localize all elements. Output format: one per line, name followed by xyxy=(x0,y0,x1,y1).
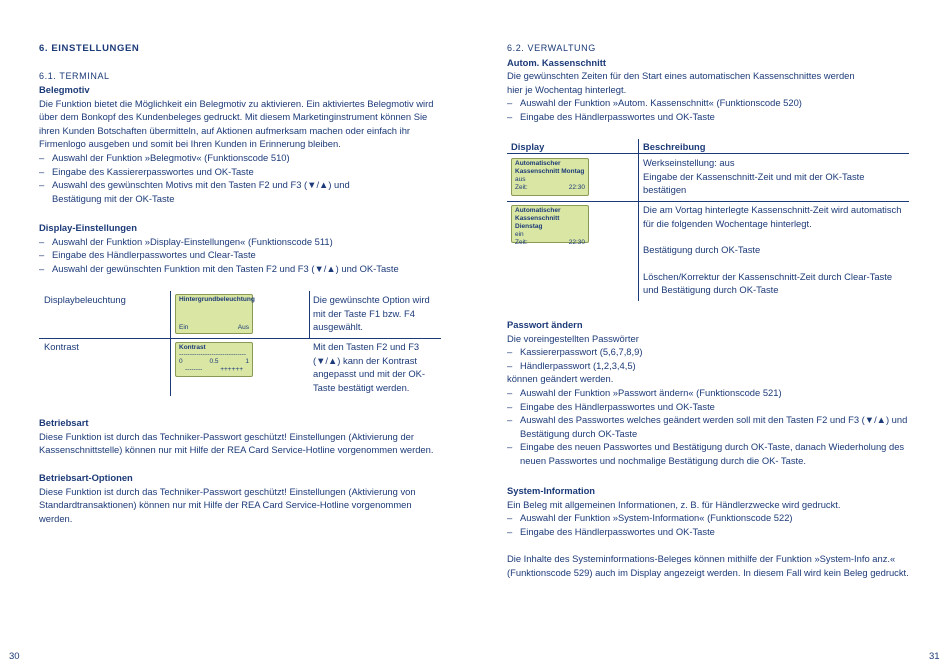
passwort-block xyxy=(507,318,912,468)
subsection-title-verwaltung: 6.2. VERWALTUNG xyxy=(507,43,596,53)
system-info-heading: System-Information xyxy=(507,485,596,496)
lcd-title: Hintergrundbeleuchtung xyxy=(179,296,255,303)
betriebsart-optionen-block xyxy=(39,471,444,525)
subsection-title-terminal: 6.1. TERMINAL xyxy=(39,71,110,81)
desc-line: Werkseinstellung: aus xyxy=(643,157,735,168)
passwort-list xyxy=(507,345,912,372)
kassenschnitt-block xyxy=(507,42,912,124)
betriebsart-optionen-text: Diese Funktion ist durch das Techniker-Passwort geschützt! Einstellungen (Aktivierung von Standardtransaktionen) können nur mit Hilfe der REA Card Service-Hotline vorgenommen werden. xyxy=(39,485,416,524)
lcd-kassenschnitt-dienstag xyxy=(511,205,589,246)
desc-line: Löschen/Korrektur der Kassenschnitt-Zeit durch Clear-Taste und Bestätigung durch OK-Taste xyxy=(643,270,893,296)
row-desc-montag xyxy=(643,156,909,197)
passwort-steps xyxy=(507,386,912,468)
lcd-line: Kassenschnitt Montag xyxy=(515,168,585,175)
lcd-option-ein: Ein xyxy=(179,324,189,331)
column-header-display: Display xyxy=(511,141,545,152)
belegmotiv-block xyxy=(39,83,441,205)
system-info-text: Ein Beleg mit allgemeinen Informationen, z. B. für Händlerzwecke wird gedruckt. xyxy=(507,498,841,510)
lcd-scale-mid: 0.5 xyxy=(209,358,219,365)
belegmotiv-heading: Belegmotiv xyxy=(39,84,90,95)
betriebsart-text: Diese Funktion ist durch das Techniker-Passwort geschützt! Einstellungen (Aktivierung der Kassenschnittstelle) können nur mit Hilfe der REA Card Service-Hotline vorgenommen werden. xyxy=(39,430,434,456)
kassenschnitt-steps xyxy=(507,96,912,123)
list-item: – Auswahl der Funktion »Display-Einstellungen« (Funktionscode 511) xyxy=(39,235,441,249)
betriebsart-block xyxy=(39,416,444,457)
kassenschnitt-text: Die gewünschten Zeiten für den Start eines automatischen Kassenschnittes werden hier je Wochentag hinterlegt. xyxy=(507,70,855,95)
row-label-displaybeleuchtung: Displaybeleuchtung xyxy=(44,294,126,305)
list-item: – Auswahl des Passwortes welches geändert werden soll mit den Tasten F2 und F3 (▼/▲) und Bestätigung durch OK-Taste xyxy=(507,413,912,440)
desc-line: Die am Vortag hinterlegte Kassenschnitt-Zeit wird automatisch für die folgenden Wochentage hinterlegt. xyxy=(643,204,902,229)
page-number-left: 30 xyxy=(9,651,20,662)
list-item: – Auswahl der Funktion »System-Information« (Funktionscode 522) xyxy=(507,511,912,525)
list-item: – Auswahl der gewünschten Funktion mit den Tasten F2 und F3 (▼/▲) und OK-Taste xyxy=(39,262,441,276)
passwort-intro: Die voreingestellten Passwörter xyxy=(507,332,639,344)
lcd-line: Kassenschnitt Dienstag xyxy=(515,215,560,230)
list-item: – Händlerpasswort (1,2,3,4,5) xyxy=(507,359,912,373)
lcd-status: aus xyxy=(515,176,526,183)
row-desc-displaybeleuchtung: Die gewünschte Option wird mit der Taste F1 bzw. F4 ausgewählt. xyxy=(313,294,430,333)
list-item: – Kassiererpasswort (5,6,7,8,9) xyxy=(507,345,912,359)
belegmotiv-text: Die Funktion bietet die Möglichkeit ein Belegmotiv zu aktivieren. Ein aktiviertes Belegmotiv wird über dem Bonkopf des Kundenbeleges gedruckt. Mit diesem Marketinginstrument können Sie ihren Kunden Botschaften übermitteln, auf Aktionen aufmerksam machen oder einfach ihr Firmenlogo ausgeben und somit bei Ihren Kunden in Erinnerung bleiben. xyxy=(39,97,434,150)
list-item: – Auswahl der Funktion »Belegmotiv« (Funktionscode 510) xyxy=(39,151,441,165)
passwort-mid: können geändert werden. xyxy=(507,373,614,385)
lcd-display-contrast xyxy=(175,342,253,377)
display-einstellungen-steps xyxy=(39,235,441,276)
lcd-time: 22:30 xyxy=(568,184,585,191)
page-number-right: 31 xyxy=(929,651,940,662)
row-label-kontrast: Kontrast xyxy=(44,341,79,352)
system-info-footer: Die Inhalte des Systeminformations-Beleges können mithilfe der Funktion »System-Info anz.« (Funktionscode 529) auch im Display angezeigt werden. In diesem Fall wird kein Beleg gedruckt. xyxy=(507,553,909,578)
lcd-dash-line: ------------------------------- xyxy=(179,352,247,358)
display-einstellungen-block xyxy=(39,221,441,275)
table-divider xyxy=(638,139,639,301)
lcd-zeit-label: Zeit: xyxy=(515,239,528,246)
row-desc-kontrast: Mit den Tasten F2 und F3 (▼/▲) kann der Kontrast angepasst und mit der OK-Taste bestätigt werden. xyxy=(313,341,426,393)
list-item: – Eingabe des Händlerpasswortes und OK-Taste xyxy=(507,400,912,414)
list-item: – Eingabe des Händlerpasswortes und OK-Taste xyxy=(507,525,912,539)
lcd-zeit-label: Zeit: xyxy=(515,184,528,191)
lcd-status: ein xyxy=(515,231,524,238)
kassenschnitt-heading: Autom. Kassenschnitt xyxy=(507,56,606,68)
row-desc-dienstag xyxy=(643,203,909,297)
lcd-line: Automatischer xyxy=(515,160,561,167)
lcd-scale-right: 1 xyxy=(245,358,249,365)
belegmotiv-steps xyxy=(39,151,441,205)
list-item: – Auswahl der Funktion »Passwort ändern« (Funktionscode 521) xyxy=(507,386,912,400)
list-item: – Eingabe des Händlerpasswortes und Clear-Taste xyxy=(39,248,441,262)
table-divider xyxy=(170,291,171,396)
list-item: – Auswahl der Funktion »Autom. Kassenschnitt« (Funktionscode 520) xyxy=(507,96,912,110)
lcd-display-backlight xyxy=(175,294,253,334)
list-item: – Eingabe des Kassiererpasswortes und OK-Taste xyxy=(39,165,441,179)
kassenschnitt-table xyxy=(507,139,909,304)
lcd-bar-minus: -------- xyxy=(185,366,203,373)
lcd-line: Automatischer xyxy=(515,207,561,214)
display-einstellungen-heading: Display-Einstellungen xyxy=(39,222,137,233)
column-header-beschreibung: Beschreibung xyxy=(643,141,706,152)
table-divider xyxy=(507,201,909,202)
lcd-kassenschnitt-montag xyxy=(511,158,589,196)
passwort-heading: Passwort ändern xyxy=(507,319,583,330)
list-item: – Eingabe des Händlerpasswortes und OK-Taste xyxy=(507,110,912,124)
lcd-option-aus: Aus xyxy=(237,324,249,331)
desc-line: Eingabe der Kassenschnitt-Zeit und mit der OK-Taste bestätigen xyxy=(643,170,865,196)
lcd-time: 22:30 xyxy=(568,239,585,246)
betriebsart-heading: Betriebsart xyxy=(39,417,89,428)
lcd-title: Kontrast xyxy=(179,344,206,351)
table-divider xyxy=(39,338,441,339)
table-divider xyxy=(507,153,909,154)
desc-line: Bestätigung durch OK-Taste xyxy=(643,244,761,256)
list-item: – Auswahl des gewünschten Motivs mit den Tasten F2 und F3 (▼/▲) und Bestätigung mit der OK-Taste xyxy=(39,178,352,205)
lcd-bar-plus: ++++++ xyxy=(220,366,243,373)
system-info-steps xyxy=(507,511,912,538)
display-settings-table xyxy=(39,291,441,396)
betriebsart-optionen-heading: Betriebsart-Optionen xyxy=(39,472,133,483)
section-title: 6. EINSTELLUNGEN xyxy=(39,43,140,54)
list-item: – Eingabe des neuen Passwortes und Bestätigung durch OK-Taste, danach Wiederholung des neuen Passwortes und nochmalige Bestätigung durch die OK- Taste. xyxy=(507,440,912,467)
table-divider xyxy=(309,291,310,338)
system-info-block xyxy=(507,484,912,580)
lcd-scale-left: 0 xyxy=(179,358,183,365)
